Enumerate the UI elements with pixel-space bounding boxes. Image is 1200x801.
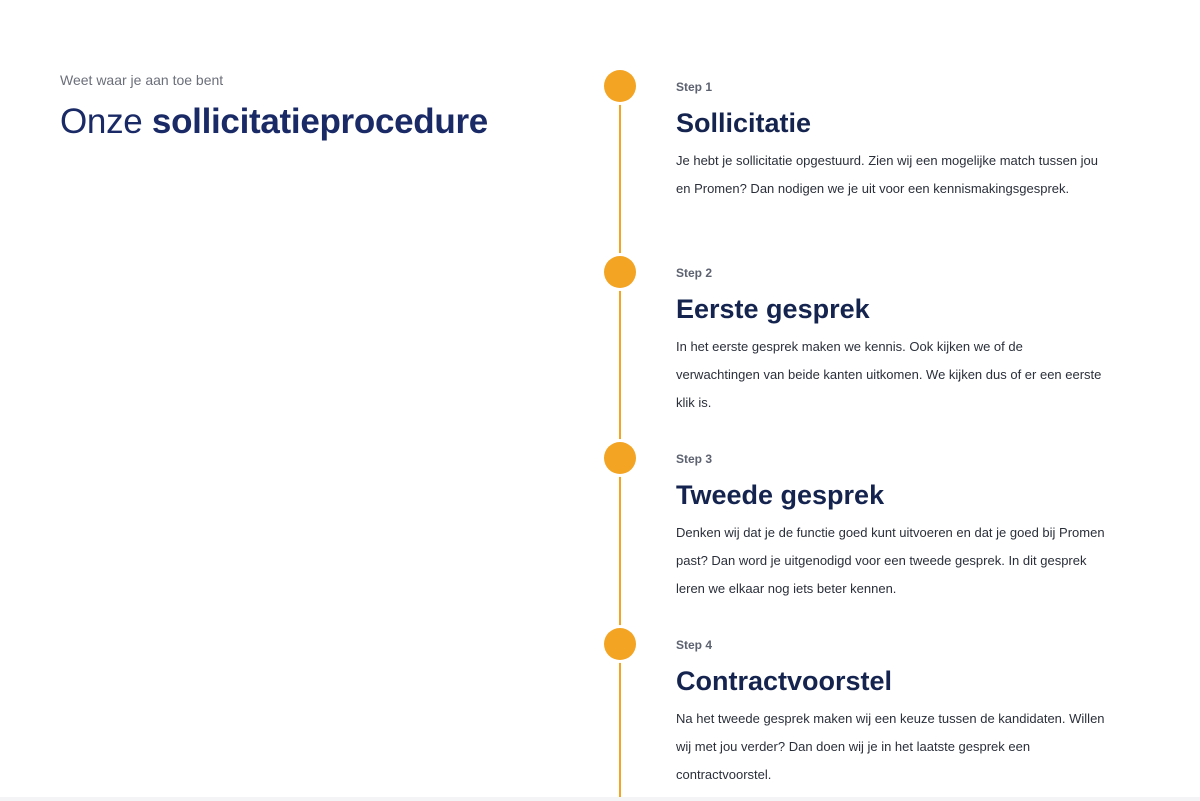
step-title: Tweede gesprek: [676, 480, 885, 510]
step-marker-dot: [604, 70, 636, 102]
step-label: Step 3: [676, 452, 713, 466]
step-marker-dot: [604, 256, 636, 288]
step-title: Contractvoorstel: [676, 666, 893, 696]
step-description: In het eerste gesprek maken we kennis. Ook kijken we of de verwachtingen van beide kanten uitkomen. We kijken dus of er een eerste klik is.: [676, 339, 1102, 410]
page-title-bold: sollicitatieprocedure: [151, 102, 488, 141]
step-label: Step 2: [676, 266, 713, 280]
step-label: Step 4: [676, 638, 713, 652]
page-bottom-divider: [0, 797, 1200, 801]
procedure-timeline: [604, 0, 1164, 801]
step-description: Denken wij dat je de functie goed kunt uitvoeren en dat je goed bij Promen past? Dan word je uitgenodigd voor een tweede gesprek. In dit gesprek leren we elkaar nog iets beter kennen.: [676, 525, 1105, 596]
step-label: Step 1: [676, 80, 713, 94]
page-title: [60, 104, 488, 139]
step-title: Sollicitatie: [676, 108, 812, 138]
eyebrow-text: Weet waar je aan toe bent: [60, 72, 224, 88]
step-description: Je hebt je sollicitatie opgestuurd. Zien wij een mogelijke match tussen jou en Promen? Dan nodigen we je uit voor een kennismakingsgesprek.: [676, 153, 1099, 196]
step-description: Na het tweede gesprek maken wij een keuze tussen de kandidaten. Willen wij met jou verder? Dan doen wij je in het laatste gesprek een contractvoorstel.: [676, 711, 1105, 782]
step-title: Eerste gesprek: [676, 294, 870, 324]
step-marker-dot: [604, 442, 636, 474]
page-title-light: Onze: [60, 102, 143, 141]
step-marker-dot: [604, 628, 636, 660]
intro-section: [60, 72, 488, 139]
